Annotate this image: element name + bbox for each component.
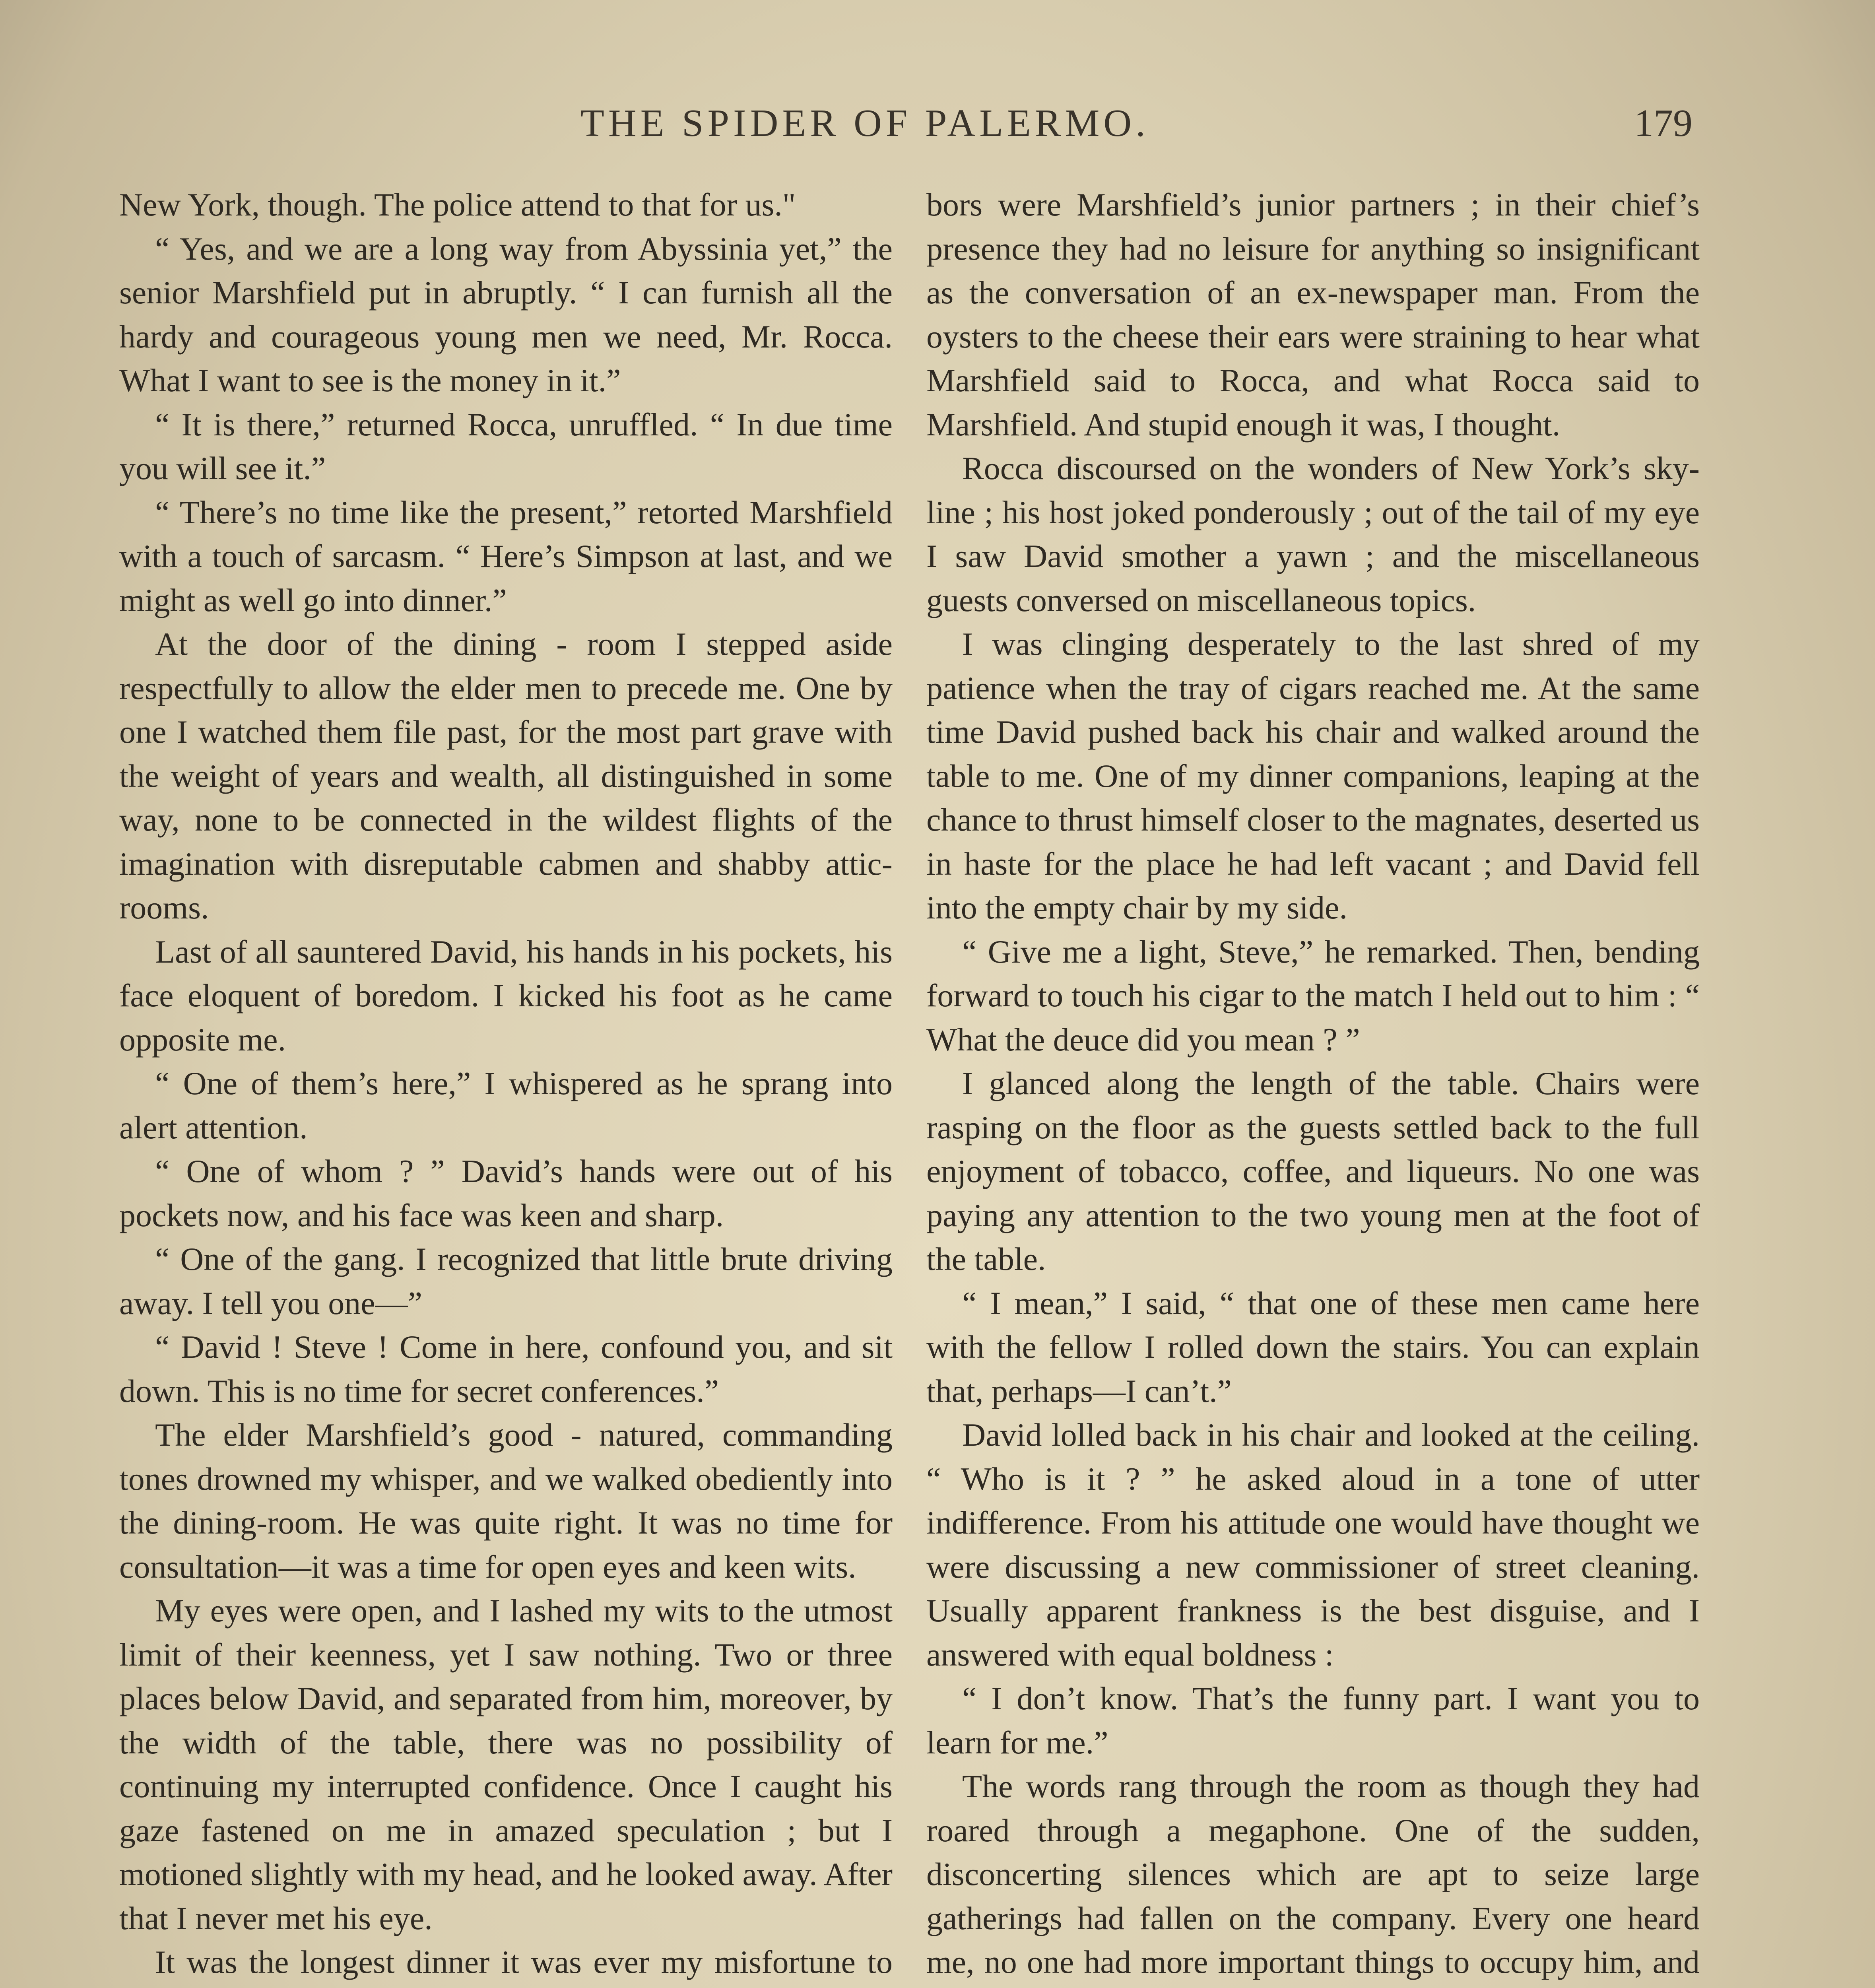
paragraph: “ I don’t know. That’s the funny part. I want you to learn for me.” <box>926 1680 1700 1761</box>
paragraph: Rocca discoursed on the wonders of New York’s sky-line ; his host joked ponderously ; out of the tail of my eye I saw David smother a yawn ; and the miscellaneous guests conversed on miscellaneous topics. <box>926 450 1700 618</box>
paragraph: “ It is there,” returned Rocca, unruffled. “ In due time you will see it.” <box>119 406 893 486</box>
paragraph: At the door of the dining - room I stepped aside respectfully to allow the elder men to precede me. One by one I watched them file past, for the most part grave with the weight of years and wealth, all distinguished in some way, none to be connected in the wildest flights of the imagination with disreputable cabmen and shabby attic-rooms. <box>119 626 893 926</box>
paragraph: David lolled back in his chair and looked at the ceiling. “ Who is it ? ” he asked aloud in a tone of utter indifference. From his attitude one would have thought we were discussing a new commissioner of street cleaning. Usually apparent frankness is the best disguise, and I answered with equal boldness : <box>926 1417 1700 1673</box>
right-column <box>926 183 1700 1988</box>
paragraph: It was the longest dinner it was ever my misfortune to <box>155 1944 893 1980</box>
paragraph: The elder Marshfield’s good - natured, commanding tones drowned my whisper, and we walked obediently into the dining-room. He was quite right. It was no time for consultation—it was a time for open eyes and keen wits. <box>119 1417 893 1585</box>
paragraph: The words rang through the room as though they had roared through a megaphone. One of the sudden, disconcerting silences which are apt to seize large gatherings had fallen on the company. Every one heard me, no one had more important things to occupy him, and <box>926 1768 1700 1980</box>
paragraph: “ I mean,” I said, “ that one of these men came here with the fellow I rolled down the stairs. You can explain that, perhaps—I can’t.” <box>926 1285 1700 1409</box>
paragraph: I was clinging desperately to the last shred of my patience when the tray of cigars reached me. At the same time David pushed back his chair and walked around the table to me. One of my dinner companions, leaping at the chance to thrust himself closer to the magnates, deserted us in haste for the place he had left vacant ; and David fell into the empty chair by my side. <box>926 626 1700 926</box>
paragraph: I glanced along the length of the table. Chairs were rasping on the floor as the guests settled back to the full enjoyment of tobacco, coffee, and liqueurs. No one was paying any attention to the two young men at the foot of the table. <box>926 1065 1700 1277</box>
paragraph: “ One of them’s here,” I whispered as he sprang into alert attention. <box>119 1065 893 1145</box>
paragraph: bors were Marshfield’s junior partners ; in their chief’s presence they had no leisure for anything so insignificant as the conversation of an ex-newspaper man. From the oysters to the cheese their ears were straining to hear what Marshfield said to Rocca, and what Rocca said to Marshfield. And stupid enough it was, I thought. <box>926 186 1700 443</box>
left-column <box>119 183 893 1988</box>
paragraph: “ Yes, and we are a long way from Abyssinia yet,” the senior Marshfield put in abruptly. “ I can furnish all the hardy and courageous young men we need, Mr. Rocca. What I want to see is the money in it.” <box>119 230 893 398</box>
paragraph: “ There’s no time like the present,” retorted Marshfield with a touch of sarcasm. “ Here’s Simpson at last, and we might as well go into dinner.” <box>119 494 893 618</box>
page-number: 179 <box>1634 102 1693 145</box>
paragraph: “ Give me a light, Steve,” he remarked. Then, bending forward to touch his cigar to the match I held out to him : “ What the deuce did you mean ? ” <box>926 933 1700 1058</box>
paragraph: Last of all sauntered David, his hands in his pockets, his face eloquent of boredom. I kicked his foot as he came opposite me. <box>119 933 893 1058</box>
running-head <box>0 95 1875 151</box>
paragraph: New York, though. The police attend to that for us." <box>119 186 796 223</box>
paragraph: “ One of the gang. I recognized that little brute driving away. I tell you one—” <box>119 1241 893 1321</box>
paragraph: “ One of whom ? ” David’s hands were out of his pockets now, and his face was keen and sharp. <box>119 1153 893 1233</box>
running-title: THE SPIDER OF PALERMO. <box>580 102 1149 145</box>
paragraph: My eyes were open, and I lashed my wits to the utmost limit of their keenness, yet I saw nothing. Two or three places below David, and separated from him, moreover, by the width of the table, there was no possibility of continuing my interrupted confidence. Once I caught his gaze fastened on me in amazed speculation ; but I motioned slightly with my head, and he looked away. After that I never met his eye. <box>119 1592 893 1936</box>
paragraph: “ David ! Steve ! Come in here, confound you, and sit down. This is no time for secret conferences.” <box>119 1329 893 1409</box>
